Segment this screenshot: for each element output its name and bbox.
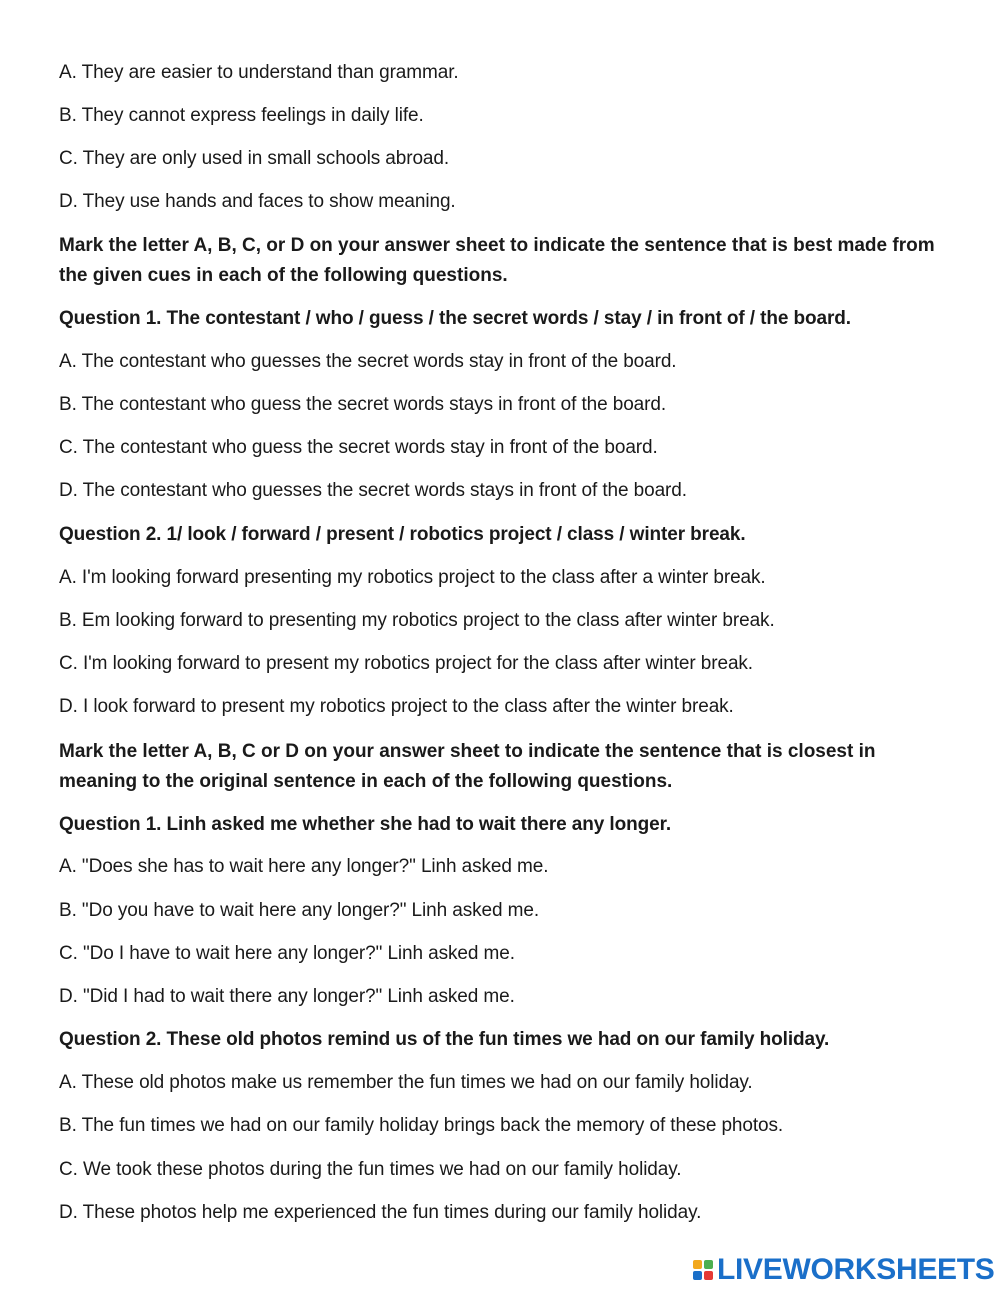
answer-option: D. I look forward to present my robotics project to the class after the winter break. xyxy=(59,696,734,717)
answer-option: D. "Did I had to wait there any longer?" Linh asked me. xyxy=(59,986,515,1007)
logo-square-icon xyxy=(704,1271,713,1280)
question-prompt: Question 1. Linh asked me whether she had to wait there any longer. xyxy=(59,814,671,835)
answer-option: C. "Do I have to wait here any longer?" Linh asked me. xyxy=(59,943,515,964)
question-prompt: Question 2. 1/ look / forward / present / robotics project / class / winter break. xyxy=(59,524,746,545)
answer-option: B. The fun times we had on our family holiday brings back the memory of these photos. xyxy=(59,1115,784,1136)
answer-option: B. The contestant who guess the secret words stays in front of the board. xyxy=(59,394,667,415)
answer-option: D. The contestant who guesses the secret words stays in front of the board. xyxy=(59,480,687,501)
answer-option: A. The contestant who guesses the secret words stay in front of the board. xyxy=(59,351,677,372)
answer-option: A. I'm looking forward presenting my robotics project to the class after a winter break. xyxy=(59,567,766,588)
logo-text: LIVEWORKSHEETS xyxy=(717,1253,995,1286)
answer-option: B. They cannot express feelings in daily life. xyxy=(59,105,424,126)
answer-option: C. The contestant who guess the secret words stay in front of the board. xyxy=(59,437,658,458)
logo-square-icon xyxy=(693,1271,702,1280)
logo-mark-icon xyxy=(693,1260,713,1280)
answer-option: A. These old photos make us remember the fun times we had on our family holiday. xyxy=(59,1072,753,1093)
answer-option: C. They are only used in small schools abroad. xyxy=(59,148,450,169)
answer-option: C. I'm looking forward to present my robotics project for the class after winter break. xyxy=(59,653,753,674)
question-prompt: Question 2. These old photos remind us of the fun times we had on our family holiday. xyxy=(59,1029,830,1050)
answer-option: D. They use hands and faces to show meaning. xyxy=(59,191,456,212)
answer-option: D. These photos help me experienced the fun times during our family holiday. xyxy=(59,1202,702,1223)
answer-option: B. "Do you have to wait here any longer?" Linh asked me. xyxy=(59,900,540,921)
section-instruction: Mark the letter A, B, C or D on your answer sheet to indicate the sentence that is closest in meaning to the original sentence in each of the following questions. xyxy=(59,741,876,792)
logo-square-icon xyxy=(704,1260,713,1269)
liveworksheets-logo[interactable] xyxy=(693,1253,995,1287)
logo-square-icon xyxy=(693,1260,702,1269)
answer-option: A. "Does she has to wait here any longer?" Linh asked me. xyxy=(59,856,549,877)
answer-option: C. We took these photos during the fun times we had on our family holiday. xyxy=(59,1159,682,1180)
answer-option: B. Em looking forward to presenting my robotics project to the class after winter break. xyxy=(59,610,775,631)
section-instruction: Mark the letter A, B, C, or D on your answer sheet to indicate the sentence that is best made from the given cues in each of the following questions. xyxy=(59,235,935,286)
question-prompt: Question 1. The contestant / who / guess / the secret words / stay / in front of / the board. xyxy=(59,308,851,329)
answer-option: A. They are easier to understand than grammar. xyxy=(59,62,459,83)
